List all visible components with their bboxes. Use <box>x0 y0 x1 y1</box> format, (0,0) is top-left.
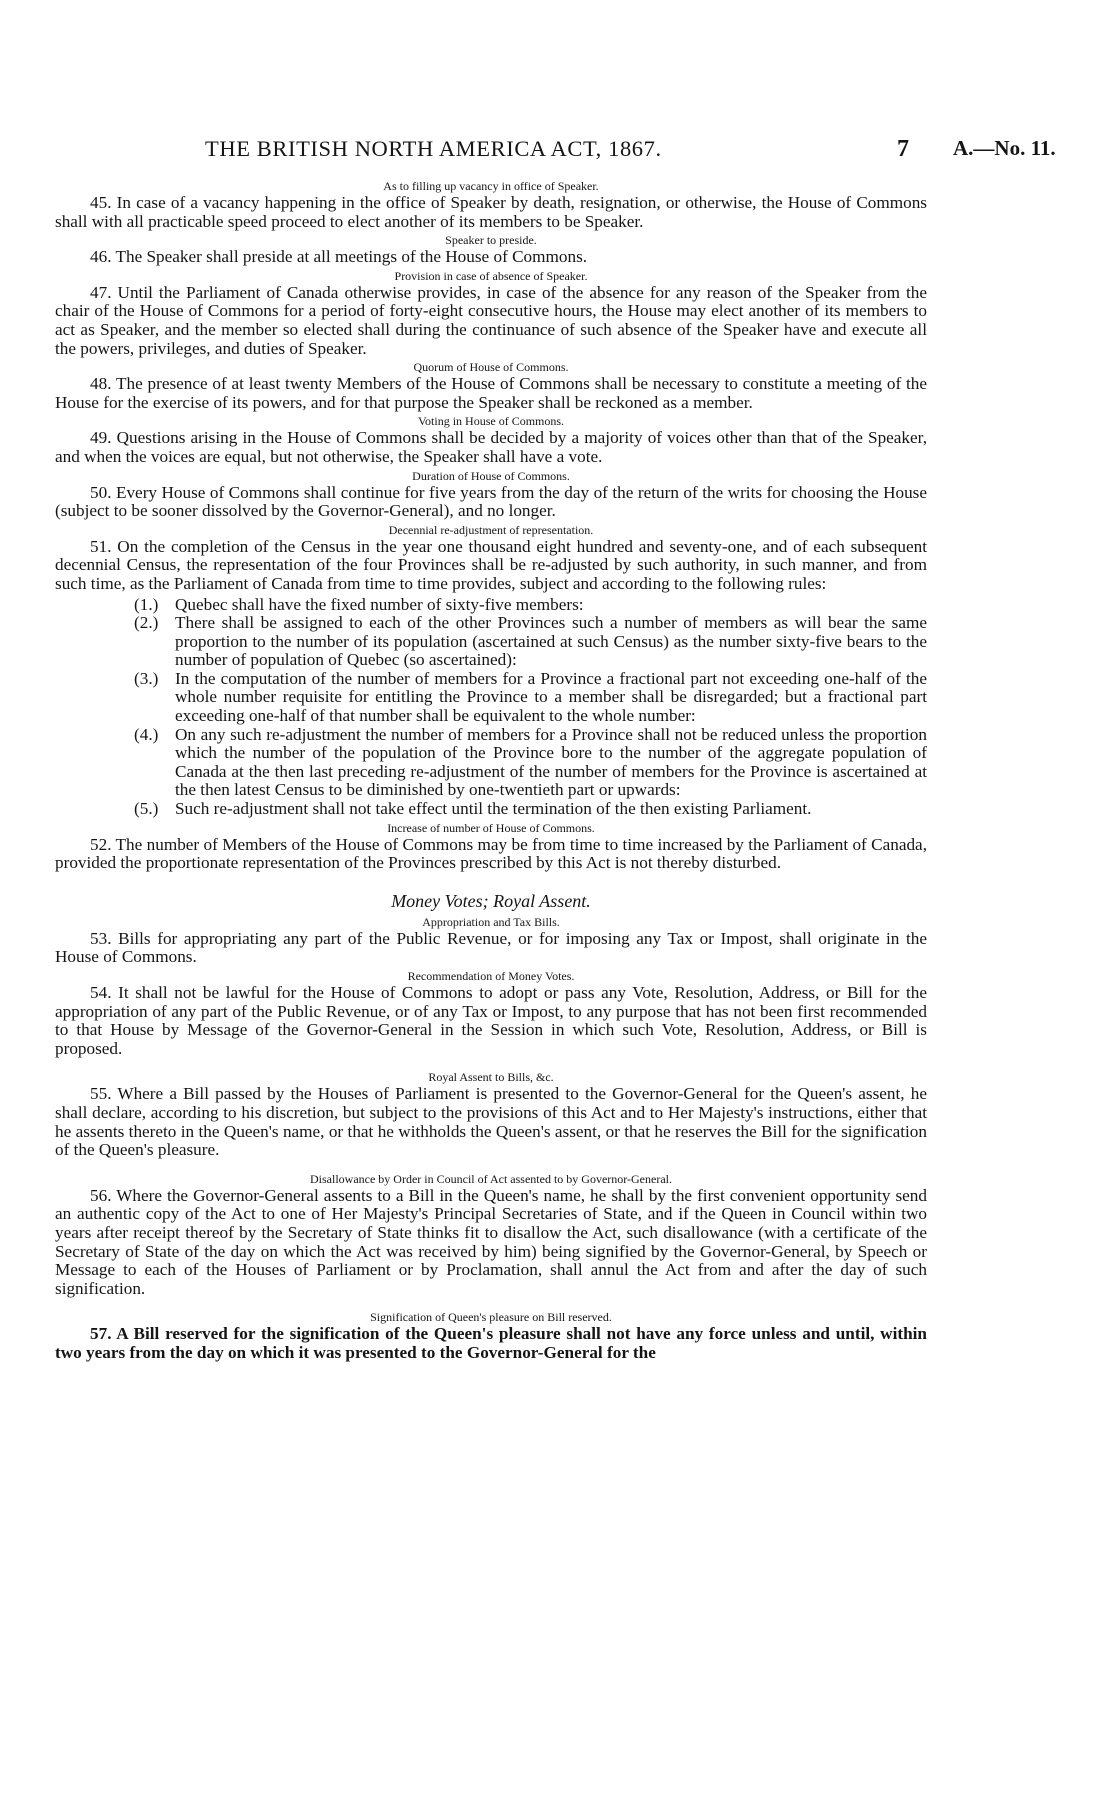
rule-number: (4.) <box>134 724 159 744</box>
section-47: 47. Until the Parliament of Canada otherwise provides, in case of the absence for any reason of the Speaker from the chair of the House of Commons for a period of forty-eight consecutive hours, the House may elect another of its members to act as Speaker, and the member so elected shall during the continuance of such absence of the Speaker have and execute all the powers, privileges, and duties of Speaker. <box>55 282 927 358</box>
rule-number: (5.) <box>134 799 159 819</box>
marginal-note-56: Disallowance by Order in Council of Act assented to by Governor-General. <box>310 1171 672 1186</box>
rule-number: (1.) <box>134 594 159 614</box>
section-46: 46. The Speaker shall preside at all meetings of the House of Commons. <box>90 247 588 267</box>
page-title: THE BRITISH NORTH AMERICA ACT, 1867. <box>205 136 662 161</box>
section-53: 53. Bills for appropriating any part of the Public Revenue, or for imposing any Tax or Impost, shall originate in the House of Commons. <box>55 928 927 967</box>
marginal-note-47: Provision in case of absence of Speaker. <box>394 268 588 283</box>
section-56: 56. Where the Governor-General assents to a Bill in the Queen's name, he shall by the first convenient opportunity send an authentic copy of the Act to one of Her Majesty's Principal Secretaries of State, and if the Queen in Council within two years after receipt thereof by the Secretary of State thinks fit to disallow the Act, such disallowance (with a certificate of the Secretary of State of the day on which the Act was received by him) being signified by the Governor-General, by Speech or Message to each of the Houses of Parliament or by Proclamation, shall annul the Act from and after the day of such signification. <box>55 1185 927 1298</box>
rule-item <box>55 726 927 800</box>
section-57: 57. A Bill reserved for the signification of the Queen's pleasure shall not have any force unless and until, within two years from the day on which it was presented to the Governor-General for the <box>55 1324 927 1362</box>
rule-text: In the computation of the number of members for a Province a fractional part not exceeding one-half of the whole number requisite for entitling the Province to a member shall be disregarded; but a fractional part exceeding one-half of that number shall be equivalent to the whole number: <box>175 668 927 726</box>
rule-text: There shall be assigned to each of the other Provinces such a number of members as will bear the same proportion to the number of its population (ascertained at such Census) as the number sixty-five bears to the number of population of Quebec (so ascertained): <box>175 613 927 670</box>
section-48: 48. The presence of at least twenty Members of the House of Commons shall be necessary to constitute a meeting of the House for the exercise of its powers, and for that purpose the Speaker shall be reckoned as a member. <box>55 374 927 412</box>
marginal-note-52: Increase of number of House of Commons. <box>387 820 595 835</box>
page-number: 7 <box>897 136 909 162</box>
marginal-note-45: As to filling up vacancy in office of Speaker. <box>383 179 599 193</box>
rule-item <box>55 596 927 615</box>
spacer <box>55 1300 927 1310</box>
rule-item <box>55 614 927 670</box>
section-49: 49. Questions arising in the House of Commons shall be decided by a majority of voices other than that of the Speaker, and when the voices are equal, but not otherwise, the Speaker shall have a vote. <box>55 428 927 466</box>
marginal-note-50: Duration of House of Commons. <box>412 468 570 483</box>
marginal-note-57: Signification of Queen's pleasure on Bill reserved. <box>370 1310 612 1325</box>
rule-text: On any such re-adjustment the number of members for a Province shall not be reduced unless the proportion which the number of the population of the Province bore to the number of the aggregate population of Canada at the then last preceding re-adjustment of the number of members for the Province is ascertained at the then latest Census to be diminished by one-twentieth part or upwards: <box>175 724 927 800</box>
rule-text: Such re-adjustment shall not take effect until the termination of the then existing Parliament. <box>175 799 812 819</box>
marginal-note-51: Decennial re-adjustment of representation. <box>388 522 594 537</box>
marginal-note-53: Appropriation and Tax Bills. <box>422 914 560 929</box>
section-55: 55. Where a Bill passed by the Houses of Parliament is presented to the Governor-General for the Queen's assent, he shall declare, according to his discretion, but subject to the provisions of this Act and to Her Majesty's instructions, either that he assents thereto in the Queen's name, or that he withholds the Queen's assent, or that he reserves the Bill for the signification of the Queen's pleasure. <box>55 1084 927 1160</box>
rule-number: (2.) <box>134 613 159 633</box>
rule-number: (3.) <box>134 668 159 688</box>
part-heading: Money Votes; Royal Assent. <box>391 890 591 911</box>
rule-text: Quebec shall have the fixed number of sixty-five members: <box>175 594 584 614</box>
document-number: A.—No. 11. <box>953 136 1056 160</box>
marginal-note-46: Speaker to preside. <box>445 233 537 248</box>
section-50: 50. Every House of Commons shall continue for five years from the day of the return of the writs for choosing the House (subject to be sooner dissolved by the Governor-General), and no longer. <box>55 482 927 521</box>
marginal-note-54: Recommendation of Money Votes. <box>407 969 575 983</box>
section-52: 52. The number of Members of the House of Commons may be from time to time increased by the Parliament of Canada, provided the proportionate representation of the Provinces prescribed by this Act is not thereby disturbed. <box>55 834 927 873</box>
document-body <box>55 179 927 1365</box>
section-45: 45. In case of a vacancy happening in the office of Speaker by death, resignation, or otherwise, the House of Commons shall with all practicable speed proceed to elect another of its members to be Speaker. <box>55 193 927 231</box>
rule-item <box>55 670 927 726</box>
section-54: 54. It shall not be lawful for the House of Commons to adopt or pass any Vote, Resolution, Address, or Bill for the appropriation of any part of the Public Revenue, or of any Tax or Impost, to any purpose that has not been first recommended to that House by Message of the Governor-General in the Session in which such Vote, Resolution, Address, or Bill is proposed. <box>55 983 927 1058</box>
section-51: 51. On the completion of the Census in the year one thousand eight hundred and seventy-one, and of each subsequent decennial Census, the representation of the four Provinces shall be re-adjusted by such authority, in such manner, and from such time, as the Parliament of Canada from time to time provides, subject and according to the following rules: <box>55 536 927 593</box>
running-head <box>0 136 1114 166</box>
marginal-note-55: Royal Assent to Bills, &c. <box>428 1070 554 1085</box>
marginal-note-49: Voting in House of Commons. <box>417 414 565 429</box>
spacer <box>55 1060 927 1070</box>
rules-list <box>55 596 927 819</box>
rule-item <box>55 800 927 819</box>
spacer <box>55 1162 927 1172</box>
marginal-note-48: Quorum of House of Commons. <box>413 360 569 375</box>
